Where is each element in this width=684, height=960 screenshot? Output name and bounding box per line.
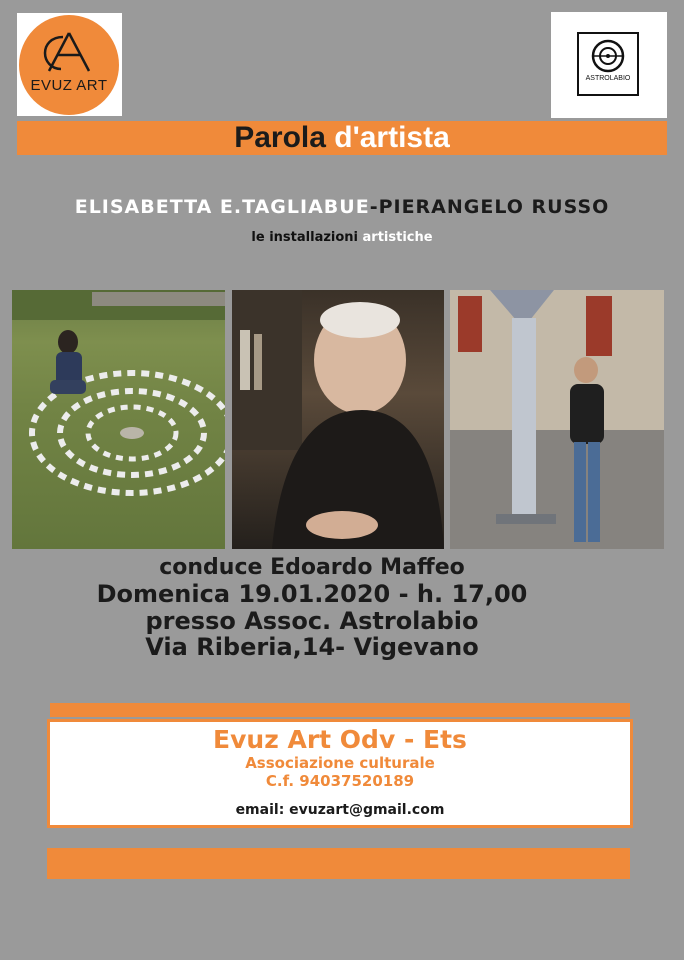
orange-divider-bottom	[47, 848, 630, 879]
organization-type: Associazione culturale	[245, 754, 435, 772]
event-host: conduce Edoardo Maffeo	[159, 555, 465, 580]
email-link[interactable]: email: evuzart@gmail.com	[235, 802, 445, 818]
page-title	[234, 121, 450, 154]
orange-divider-top	[50, 703, 630, 717]
evuz-mark-icon	[39, 29, 99, 75]
astrolabio-logo-text: ASTROLABIO	[585, 75, 631, 82]
astrolabio-logo	[551, 12, 667, 118]
evuz-logo-text: EVUZ ART	[30, 77, 108, 94]
photo-portrait-man	[232, 290, 444, 549]
astrolabio-frame	[577, 32, 639, 96]
subtitle-part1: le installazioni	[251, 230, 363, 245]
event-date: Domenica 19.01.2020 - h. 17,00	[96, 580, 528, 608]
artist-names	[0, 196, 684, 218]
title-part2: d'artista	[325, 121, 450, 154]
artist-name-1: ELISABETTA E.TAGLIABUE	[74, 196, 370, 218]
photo-installation-spiral	[12, 290, 225, 549]
title-part1: Parola	[234, 121, 326, 154]
artist-name-2: -PIERANGELO RUSSO	[369, 196, 610, 218]
subtitle	[0, 230, 684, 245]
evuz-logo-circle	[19, 15, 119, 115]
title-bar	[17, 121, 667, 155]
event-venue: presso Assoc. Astrolabio	[145, 607, 479, 635]
astrolabe-icon	[588, 37, 628, 75]
evuz-art-logo	[17, 13, 122, 116]
organization-box	[47, 719, 633, 828]
fiscal-code: C.f. 94037520189	[265, 772, 415, 790]
subtitle-part2: artistiche	[362, 230, 433, 245]
event-address: Via Riberia,14- Vigevano	[145, 633, 479, 661]
organization-name: Evuz Art Odv - Ets	[213, 725, 467, 754]
photo-sculpture-man	[450, 290, 664, 549]
